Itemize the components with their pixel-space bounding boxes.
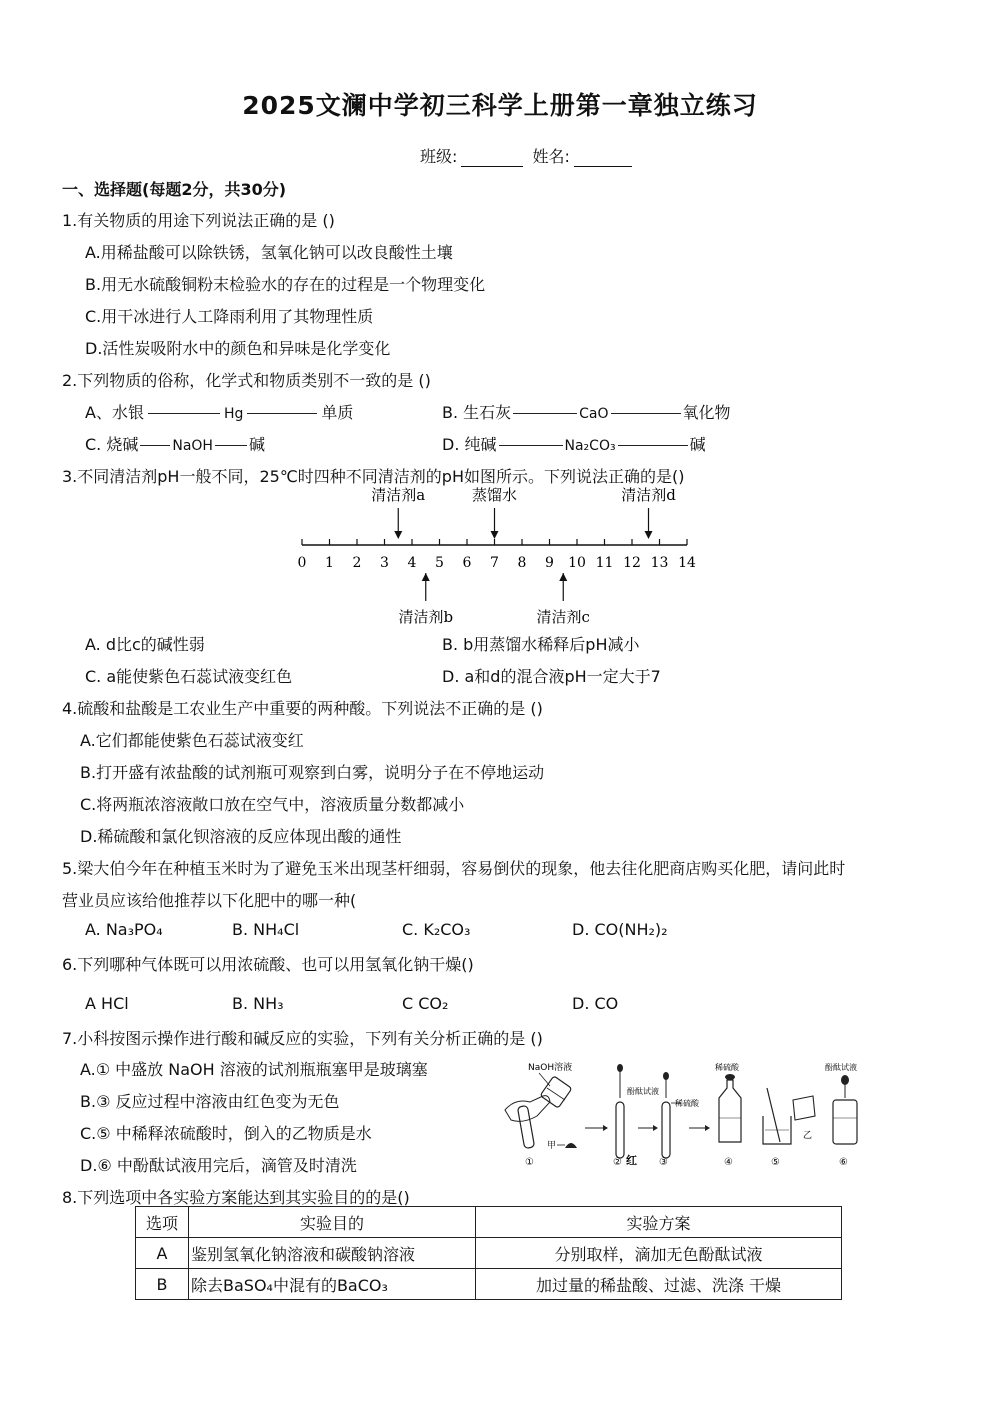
row-b-aim: 除去BaSO₄中混有的BaCO₃ [189, 1269, 476, 1300]
q5-stem-line2: 营业员应该给他推荐以下化肥中的哪一种( [62, 891, 357, 910]
q3-option-a[interactable]: A. d比c的碱性弱 [85, 635, 205, 654]
q6-stem: 6.下列哪种气体既可以用浓硫酸、也可以用氢氧化钠干燥() [62, 955, 474, 974]
q5-option-b[interactable]: B. NH₄Cl [232, 920, 300, 939]
q5-option-d[interactable]: D. CO(NH₂)₂ [572, 920, 668, 939]
q8-stem: 8.下列选项中各实验方案能达到其实验目的的是() [62, 1188, 410, 1207]
step-2: ② [613, 1157, 622, 1168]
phenol-label: 酚酞试液 [627, 1087, 659, 1096]
q7-option-b[interactable]: B.③ 反应过程中溶液由红色变为无色 [80, 1092, 340, 1111]
q2d-formula: Na₂CO₃ [564, 438, 616, 454]
q2a-name: A、水银 [85, 403, 144, 422]
q6-option-a[interactable]: A HCl [85, 994, 129, 1013]
ph-marker-arrowhead [645, 531, 653, 539]
ph-tick-label: 8 [517, 555, 527, 571]
ph-marker-arrowhead [559, 573, 567, 581]
ph-tick-label: 11 [595, 555, 614, 571]
name-label: 姓名: [532, 147, 570, 166]
jia-label: 甲 [547, 1141, 557, 1151]
ph-marker-label: 蒸馏水 [471, 486, 518, 504]
q1-option-c[interactable]: C.用干冰进行人工降雨利用了其物理性质 [85, 307, 374, 326]
q2b-formula: CaO [579, 406, 609, 422]
table-header-row [136, 1207, 842, 1238]
naoh-label: NaOH溶液 [528, 1063, 573, 1073]
q4-option-b[interactable]: B.打开盛有浓盐酸的试剂瓶可观察到白雾，说明分子在不停地运动 [80, 763, 545, 782]
q2-option-b[interactable] [442, 400, 731, 423]
q3-stem: 3.不同清洁剂pH一般不同，25℃时四种不同清洁剂的pH如图所示。下列说法正确的是() [62, 467, 685, 486]
q2d-kind: 碱 [689, 435, 706, 454]
q2-option-c[interactable] [85, 432, 265, 455]
q3-option-c[interactable]: C. a能使紫色石蕊试液变红色 [85, 667, 293, 686]
q2c-name: C. 烧碱 [85, 435, 139, 454]
step-6: ⑥ [839, 1157, 848, 1168]
q2b-kind: 氧化物 [682, 403, 731, 422]
q8-table [135, 1206, 842, 1300]
ph-marker-arrowhead [394, 531, 402, 539]
q1-option-a[interactable]: A.用稀盐酸可以除铁锈，氢氧化钠可以改良酸性土壤 [85, 243, 453, 262]
ph-marker-arrowhead [422, 573, 430, 581]
ph-marker-label: 清洁剂a [371, 486, 426, 504]
col-header-aim: 实验目的 [189, 1207, 476, 1238]
q1-option-b[interactable]: B.用无水硫酸铜粉末检验水的存在的过程是一个物理变化 [85, 275, 486, 294]
q4-option-d[interactable]: D.稀硫酸和氯化钡溶液的反应体现出酸的通性 [80, 827, 402, 846]
q2-option-d[interactable] [442, 432, 706, 455]
page-title: 2025文澜中学初三科学上册第一章独立练习 [242, 91, 758, 120]
ph-tick-label: 13 [650, 555, 669, 571]
q1-stem: 1.有关物质的用途下列说法正确的是 () [62, 211, 335, 230]
student-info [420, 144, 636, 167]
q5-option-a[interactable]: A. Na₃PO₄ [85, 920, 163, 939]
step-5: ⑤ [771, 1157, 780, 1168]
q3-option-d[interactable]: D. a和d的混合液pH一定大于7 [442, 667, 661, 686]
row-b-plan: 加过量的稀盐酸、过滤、洗涤 干燥 [476, 1269, 842, 1300]
dilute-label: 稀硫酸 [675, 1099, 699, 1108]
q3-option-b[interactable]: B. b用蒸馏水稀释后pH减小 [442, 635, 640, 654]
q7-option-d[interactable]: D.⑥ 中酚酞试液用完后，滴管及时清洗 [80, 1156, 357, 1175]
ph-tick-label: 9 [545, 555, 554, 571]
q2-option-a[interactable] [85, 400, 353, 423]
yi-label: 乙 [803, 1131, 813, 1141]
q7-stem: 7.小科按图示操作进行酸和碱反应的实验，下列有关分析正确的是 () [62, 1029, 543, 1048]
step-4: ④ [724, 1157, 733, 1168]
ph-tick-label: 0 [297, 555, 307, 571]
q7-option-c[interactable]: C.⑤ 中稀释浓硫酸时，倒入的乙物质是水 [80, 1124, 372, 1143]
col-header-plan: 实验方案 [476, 1207, 842, 1238]
q5-stem-line1: 5.梁大伯今年在种植玉米时为了避免玉米出现茎杆细弱，容易倒伏的现象，他去往化肥商店购买化肥，请问此时 [62, 859, 846, 878]
ph-marker-label: 清洁剂c [536, 608, 590, 624]
class-label: 班级: [420, 147, 458, 166]
ph-tick-label: 3 [380, 555, 389, 571]
ph-tick-label: 5 [435, 555, 444, 571]
q2b-name: B. 生石灰 [442, 403, 512, 422]
ph-tick-label: 6 [462, 555, 472, 571]
ph-tick-label: 4 [407, 555, 417, 571]
row-a-id: A [136, 1238, 189, 1269]
ph-marker-arrowhead [491, 531, 499, 539]
q4-option-c[interactable]: C.将两瓶浓溶液敞口放在空气中，溶液质量分数都减小 [80, 795, 465, 814]
red-label: 红 [626, 1154, 637, 1167]
class-blank[interactable] [461, 166, 523, 167]
q4-stem: 4.硫酸和盐酸是工农业生产中重要的两种酸。下列说法不正确的是 () [62, 699, 543, 718]
ph-tick-label: 12 [623, 555, 641, 571]
q2d-name: D. 纯碱 [442, 435, 497, 454]
acid-label: 稀硫酸 [715, 1063, 739, 1072]
ph-scale-figure [290, 484, 720, 624]
ph-tick-label: 1 [325, 555, 334, 571]
q2c-formula: NaOH [172, 438, 213, 454]
row-a-aim: 鉴别氢氧化钠溶液和碳酸钠溶液 [189, 1238, 476, 1269]
q6-option-d[interactable]: D. CO [572, 994, 619, 1013]
q5-option-c[interactable]: C. K₂CO₃ [402, 920, 471, 939]
ph-tick-label: 2 [352, 555, 362, 571]
ph-marker-label: 清洁剂b [398, 608, 454, 624]
q4-option-a[interactable]: A.它们都能使紫色石蕊试液变红 [80, 731, 304, 750]
q2a-kind: 单质 [321, 403, 354, 422]
ph-tick-label: 10 [568, 555, 586, 571]
phenol-label-2: 酚酞试液 [825, 1063, 857, 1072]
q2-stem: 2.下列物质的俗称，化学式和物质类别不一致的是 () [62, 371, 431, 390]
table-row[interactable] [136, 1269, 842, 1300]
q6-option-c[interactable]: C CO₂ [402, 994, 449, 1013]
row-a-plan: 分别取样，滴加无色酚酞试液 [476, 1238, 842, 1269]
ph-marker-label: 清洁剂d [621, 486, 676, 504]
q1-option-d[interactable]: D.活性炭吸附水中的颜色和异味是化学变化 [85, 339, 391, 358]
q6-option-b[interactable]: B. NH₃ [232, 994, 284, 1013]
step-1: ① [525, 1157, 534, 1168]
experiment-figure [495, 1058, 875, 1173]
ph-tick-label: 7 [490, 555, 499, 571]
q2c-kind: 碱 [248, 435, 265, 454]
table-row[interactable] [136, 1238, 842, 1269]
step-3: ③ [659, 1157, 668, 1168]
q7-option-a[interactable]: A.① 中盛放 NaOH 溶液的试剂瓶瓶塞甲是玻璃塞 [80, 1060, 428, 1079]
col-header-option: 选项 [136, 1207, 189, 1238]
name-blank[interactable] [574, 166, 632, 167]
row-b-id: B [136, 1269, 189, 1300]
section-heading: 一、选择题(每题2分，共30分) [62, 180, 287, 199]
ph-tick-label: 14 [678, 555, 696, 571]
q2a-formula: Hg [223, 406, 244, 422]
